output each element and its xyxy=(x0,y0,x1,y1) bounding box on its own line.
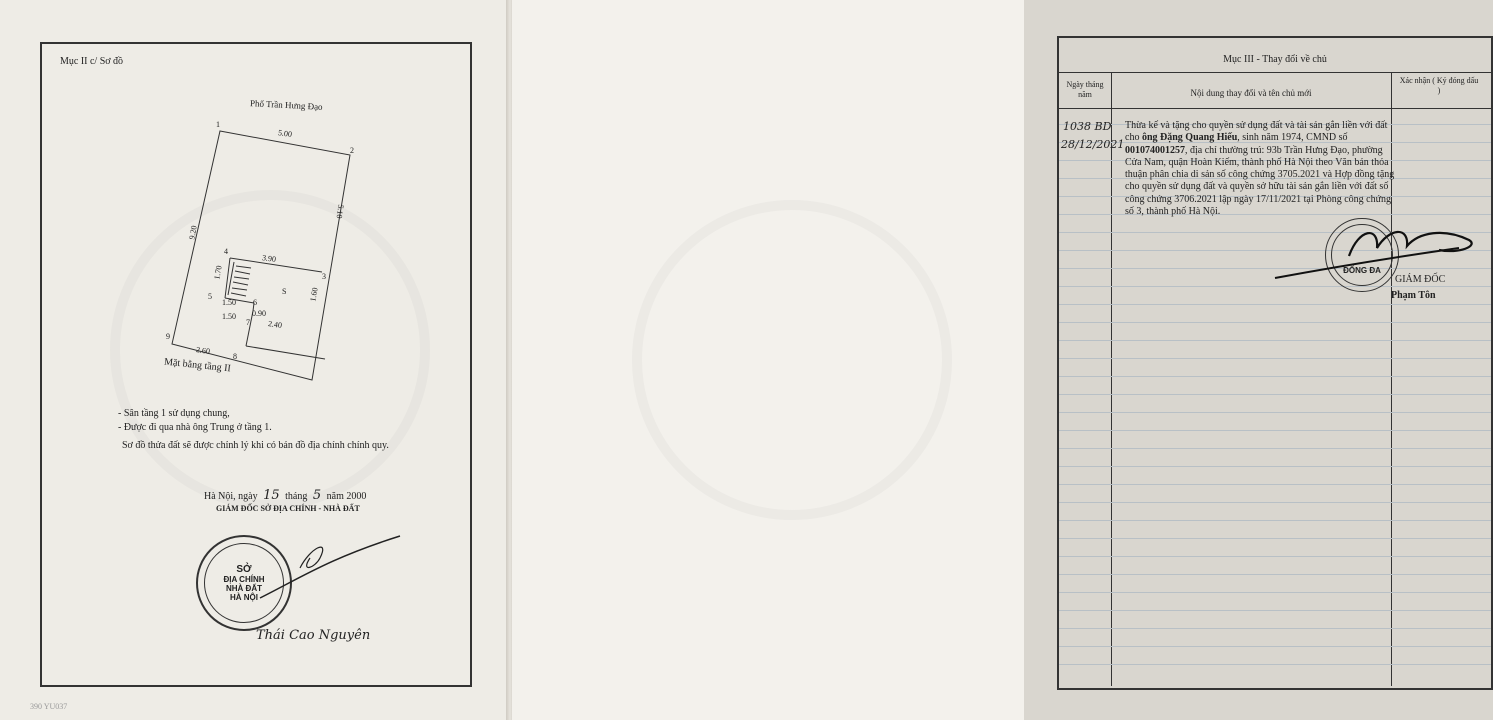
director-name: Phạm Tôn xyxy=(1391,290,1436,301)
header-confirm: Xác nhận ( Ký đóng dấu ) xyxy=(1399,76,1479,95)
right-page-frame xyxy=(1057,36,1493,690)
dim-inner-top: 3.90 xyxy=(261,253,277,264)
section-title-right: Mục III - Thay đổi về chủ xyxy=(1223,54,1327,65)
dim-stair-h: 1.50 xyxy=(222,298,236,307)
dim-right-upper: 5.10 xyxy=(334,203,346,220)
street-name: Phố Trần Hưng Đạo xyxy=(249,98,323,112)
bottom-mark: 390 YU037 xyxy=(30,702,68,711)
note-2: - Được đi qua nhà ông Trung ở tầng 1. xyxy=(118,422,272,433)
point-label-3: 3 xyxy=(322,272,326,281)
left-page xyxy=(0,0,508,720)
entry-content xyxy=(1125,120,1395,218)
left-signature-stroke xyxy=(240,528,410,608)
right-page xyxy=(512,0,1479,720)
right-stamp-text: ĐỐNG ĐA xyxy=(1343,265,1381,275)
stamp-line-3: NHÀ ĐẤT xyxy=(226,584,262,593)
entry-id-number: 001074001257 xyxy=(1125,144,1185,156)
dim-step: 0.90 xyxy=(252,309,266,318)
date-place: Hà Nội, ngày xyxy=(204,491,258,502)
point-label-6: 6 xyxy=(253,298,257,307)
dim-top: 5.00 xyxy=(277,128,293,139)
entry-text-mid: , sinh năm 1974, CMND số xyxy=(1237,132,1348,144)
point-label-7: 7 xyxy=(246,318,250,327)
note-1: - Sân tầng 1 sử dụng chung, xyxy=(118,408,230,419)
dim-bottom: 2.60 xyxy=(195,345,211,356)
stamp-line-1: SỞ xyxy=(236,564,252,575)
stamp-line-2: ĐỊA CHÍNH xyxy=(223,575,265,584)
header-content: Nội dung thay đổi và tên chủ mới xyxy=(1190,88,1312,98)
entry-date: 28/12/2021 xyxy=(1061,138,1125,151)
floor-label: Mặt bằng tầng II xyxy=(163,356,232,375)
signature-name: Thái Cao Nguyên xyxy=(256,628,371,643)
floor-plan xyxy=(150,115,350,365)
entry-number: 1038 BD xyxy=(1063,120,1112,133)
point-label-1: 1 xyxy=(216,120,220,129)
director-title: GIÁM ĐỐC xyxy=(1395,274,1446,285)
section-title-left: Mục II c/ Sơ đồ xyxy=(60,56,124,67)
point-label-9: 9 xyxy=(166,332,170,341)
point-label-8: 8 xyxy=(233,352,237,361)
stamp-line-4: HÀ NỘI xyxy=(230,593,258,602)
point-label-5: 5 xyxy=(208,292,212,301)
dim-stair-v: 1.70 xyxy=(212,264,224,281)
dim-bottom-inner: 2.40 xyxy=(267,319,283,330)
date-day: 15 xyxy=(263,488,280,503)
date-year: năm 2000 xyxy=(326,491,367,502)
header-date: Ngày tháng năm xyxy=(1066,80,1104,99)
dim-right-lower: 1.60 xyxy=(308,286,320,303)
point-label-2: 2 xyxy=(350,146,354,155)
entry-text-post: , địa chỉ thường trú: 93b Trần Hưng Đạo, phường Cửa Nam, quận Hoàn Kiếm, thành phố Hà Nội theo Văn bản thỏa thuận phân chia di sản số công chứng 3705.2021 và Hợp đồng tặng cho quyền sử dụng đất và quyền sở hữu tài sản gắn liền với đất số công chứng 3706.2021 lập ngày 17/11/2021 tại Phòng công chứng số 3, thành phố Hà Nội. xyxy=(1125,144,1395,218)
signer-title: GIÁM ĐỐC SỞ ĐỊA CHÍNH - NHÀ ĐẤT xyxy=(216,504,360,513)
date-line xyxy=(204,488,366,503)
watermark-seal-right xyxy=(632,200,952,520)
dim-inner-v: 1.50 xyxy=(222,312,236,321)
entry-owner: ông Đặng Quang Hiếu xyxy=(1141,132,1238,144)
date-month-label: tháng xyxy=(285,491,308,502)
point-label-4: 4 xyxy=(224,247,228,256)
dim-left: 9.20 xyxy=(187,224,199,241)
date-month: 5 xyxy=(312,488,322,503)
right-signature-stroke xyxy=(1269,218,1489,288)
area-label: S xyxy=(282,287,287,296)
entry-text-pre: Thừa kế và tặng cho quyền sử dụng đất và tài sản gắn liền với đất cho xyxy=(1125,120,1388,144)
note-final: Sơ đồ thửa đất sẽ được chỉnh lý khi có bản đồ địa chính chính quy. xyxy=(122,440,389,451)
